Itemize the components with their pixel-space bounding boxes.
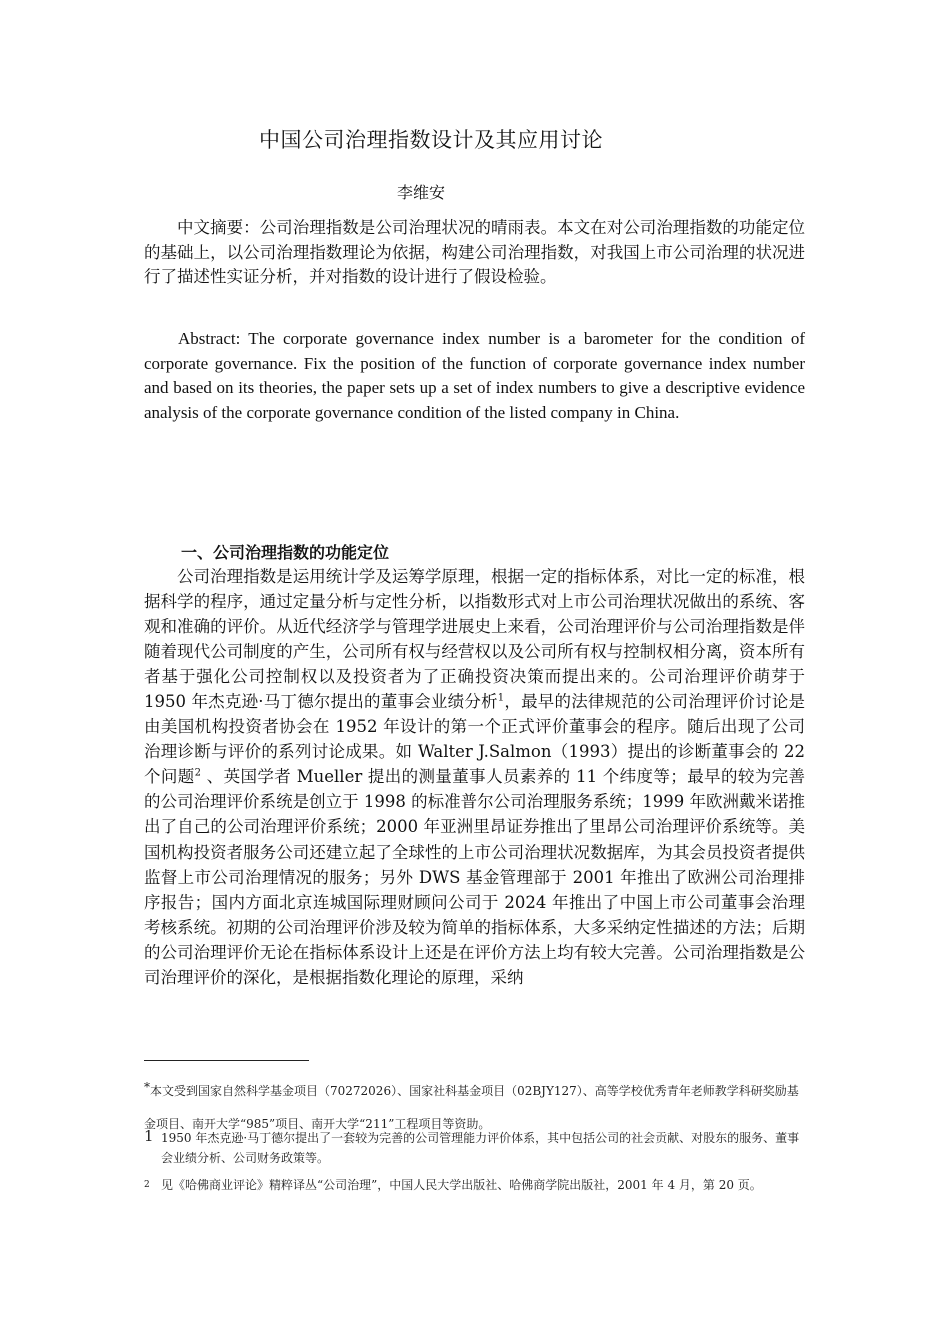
footnote-star-mark: * xyxy=(144,1080,150,1094)
footnote-ref-2[interactable]: 2 xyxy=(194,767,202,779)
footnote-2 xyxy=(144,1176,806,1194)
section-text-part-a: 公司治理指数是运用统计学及运筹学原理，根据一定的指标体系，对比一定的标准，根据科学的程序，通过定量分析与定性分析，以指数形式对上市公司治理状况做出的系统、客观和准确的评价。从近代经济学与管理学进展史上来看，公司治理评价与公司治理指数是伴随着现代公司制度的产生，公司所有权与经营权以及公司所有权与控制权相分离，资本所有者基于强化公司控制权以及投资者为了正确投资决策而提出来的。公司治理评价萌芽于 1950 年杰克逊·马丁德尔提出的董事会业绩分析 xyxy=(144,567,805,712)
section-paragraph xyxy=(144,564,805,990)
footnote-1-text: 1950 年杰克逊·马丁德尔提出了一套较为完善的公司管理能力评价体系，其中包括公司的社会贡献、对股东的服务、董事会业绩分析、公司财务政策等。 xyxy=(161,1131,800,1165)
abstract-chinese xyxy=(144,216,805,290)
section-text-part-c: 、英国学者 Mueller 提出的测量董事人员素养的 11 个纬度等；最早的较为完善的公司治理评价系统是创立于 1998 的标准普尔公司治理服务系统；1999 年欧洲戴米诺推出了自己的公司治理评价系统；2000 年亚洲里昂证券推出了里昂公司治理评价系统等。美国机构投资者服务公司还建立起了全球性的上市公司治理状况数据库，为其会员投资者提供监督上市公司治理情况的服务；另外 DWS 基金管理部于 2001 年推出了欧洲公司治理排序报告；国内方面北京连城国际理财顾问公司于 2024 年推出了中国上市公司董事会治理考核系统。初期的公司治理评价涉及较为简单的指标体系，大多采纳定性描述的方法；后期的公司治理评价无论在指标体系设计上还是在评价方法上均有较大完善。公司治理指数是公司治理评价的深化，是根据指数化理论的原理，采纳 xyxy=(144,767,806,987)
abstract-english-text: Abstract: The corporate governance index number is a barometer for the condition of corporate governance. Fix the position of the function of corporate governance index number and based on its theories, the paper sets up a set of index numbers to give a descriptive evidence analysis of the corporate governance condition of the listed company in China. xyxy=(144,329,805,422)
section-heading: 一、公司治理指数的功能定位 xyxy=(181,543,390,562)
author-name: 李维安 xyxy=(396,183,445,202)
section-body xyxy=(144,564,805,990)
abstract-chinese-text: 中文摘要：公司治理指数是公司治理状况的晴雨表。本文在对公司治理指数的功能定位的基础上，以公司治理指数理论为依据，构建公司治理指数，对我国上市公司治理的状况进行了描述性实证分析，并对指数的设计进行了假设检验。 xyxy=(144,218,805,287)
abstract-english xyxy=(144,327,805,425)
footnote-1-mark: 1 xyxy=(144,1127,154,1145)
footnote-divider xyxy=(144,1060,309,1061)
footnote-ref-1[interactable]: 1 xyxy=(497,692,505,704)
footnote-2-mark: 2 xyxy=(144,1180,150,1190)
footnote-funding-text: 本文受到国家自然科学基金项目（70272026）、国家社科基金项目（02BJY127）、高等学校优秀青年老师教学科研奖励基金项目、南开大学“985”项目、南开大学“211”工程项目等资助。 xyxy=(144,1084,799,1131)
paper-title: 中国公司治理指数设计及其应用讨论 xyxy=(259,128,603,152)
footnote-1 xyxy=(144,1128,806,1168)
section-text-part-b: ，最早的法律规范的公司治理评价讨论是由美国机构投资者协会在 1952 年设计的第一个正式评价董事会的程序。随后出现了公司治理诊断与评价的系列讨论成果。如 Walter J.Salmon（1993）提出的诊断董事会的 22 个问题 xyxy=(144,692,805,787)
footnote-2-text: 见《哈佛商业评论》精粹译丛“公司治理”，中国人民大学出版社、哈佛商学院出版社，2001 年 4 月，第 20 页。 xyxy=(161,1178,762,1192)
